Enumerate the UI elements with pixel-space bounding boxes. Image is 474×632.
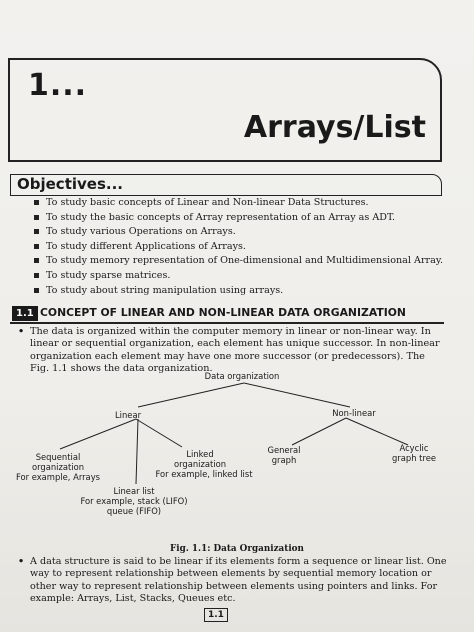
connector-line [136,419,138,484]
objective-item: To study the basic concepts of Array representation of an Array as ADT. [34,211,443,226]
node-nonlinear: Non-linear [332,408,376,418]
paragraph-linear-definition [18,556,448,606]
objectives-heading: Objectives... [17,175,123,193]
square-bullet-icon [34,215,39,220]
objective-item: To study basic concepts of Linear and Non-linear Data Structures. [34,196,443,211]
node-root: Data organization [204,371,280,381]
node-general-line1: General [267,445,301,455]
objective-item: To study different Applications of Arrays. [34,240,443,255]
objective-item: To study memory representation of One-dimensional and Multidimensional Array. [34,254,443,269]
connector-line [138,383,244,407]
node-sequential-line2: organization [31,462,85,472]
node-linearlist-line2: For example, stack (LIFO) [80,496,188,506]
square-bullet-icon [34,288,39,293]
chapter-header [8,58,442,162]
paragraph-text: A data structure is said to be linear if its elements form a sequence or linear list. One way to represent relationship between elements by sequential memory location or other way to represent relationship between elements using pointers and links. For example: Arrays, List, Stacks, Queues etc. [30,556,447,605]
objective-item: To study about string manipulation using arrays. [34,284,443,299]
node-linearlist-line1: Linear list [113,486,155,496]
bullet-icon: • [18,556,25,567]
node-linked-line1: Linked [186,449,214,459]
node-sequential-line1: Sequential [35,452,81,462]
chapter-title: Arrays/List [243,110,426,145]
paragraph-text: The data is organized within the computer memory in linear or non-linear way. In linear or sequential organization, each element has unique successor. In non-linear organization each element may have one more successor (or predecessors). The Fig. 1.1 shows the data organization. [30,326,440,375]
objective-item: To study sparse matrices. [34,269,443,284]
objective-item: To study various Operations on Arrays. [34,225,443,240]
bullet-icon: • [18,326,25,337]
connector-line [136,419,182,447]
connector-line [292,418,346,445]
node-linearlist-line3: queue (FIFO) [106,506,162,516]
data-organization-diagram [0,366,474,542]
connector-line [346,418,408,445]
square-bullet-icon [34,229,39,234]
node-acyclic-line2: graph tree [391,453,437,463]
square-bullet-icon [34,258,39,263]
square-bullet-icon [34,273,39,278]
square-bullet-icon [34,244,39,249]
chapter-number: 1... [28,68,88,103]
square-bullet-icon [34,200,39,205]
node-linked-line2: organization [173,459,227,469]
page-number: 1.1 [204,608,228,622]
node-linear: Linear [114,410,142,420]
connector-line [60,419,136,449]
node-general-line2: graph [271,455,297,465]
node-sequential-line3: For example, Arrays [15,472,101,482]
objectives-header [10,174,442,196]
objectives-list [34,196,443,298]
node-linked-line3: For example, linked list [155,469,253,479]
figure-caption: Fig. 1.1: Data Organization [170,544,304,554]
section-title: CONCEPT OF LINEAR AND NON-LINEAR DATA ORGANIZATION [40,306,406,319]
section-header [10,306,444,324]
node-acyclic-line1: Acyclic [399,443,429,453]
section-number: 1.1 [12,306,38,321]
connector-line [244,383,350,407]
